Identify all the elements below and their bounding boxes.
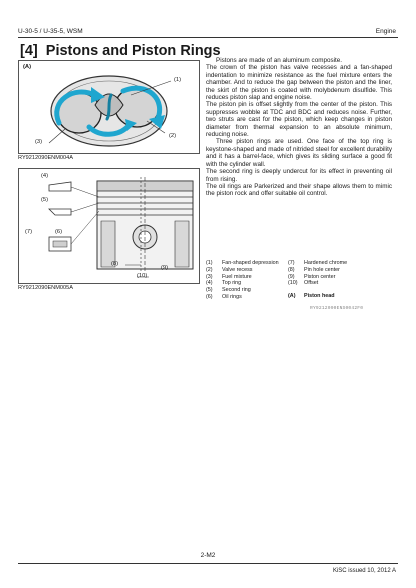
issue-note: KiSC issued 10, 2012 A xyxy=(332,568,396,574)
paragraph-2: The crown of the piston has valve recesses and a fan-shaped indentation to minimize resistance as the fuel mixture enters the chamber. And to reduce the gap between the piston and the liner, the skirt of the piston is coated with molybdenum disulfide. This reduces piston slap and engine noise. xyxy=(206,64,392,102)
legend-item: (6) Oil rings xyxy=(206,293,242,300)
legend-item: (10) Offset xyxy=(288,280,319,287)
callout-9: (9) xyxy=(161,265,169,271)
figure-piston-head xyxy=(18,60,200,154)
legend-item: (5) Second ring xyxy=(206,287,251,294)
figure-piston-section xyxy=(18,168,200,284)
legend-item: (2) Valve recess xyxy=(206,266,253,273)
figure-a-tag: (A) xyxy=(23,64,32,70)
legend-item: (9) Piston center xyxy=(288,273,336,280)
legend-item: (4) Top ring xyxy=(206,280,242,287)
callout-4: (4) xyxy=(41,173,49,179)
legend-right xyxy=(288,260,347,300)
paragraph-4: Three piston rings are used. One face of the top ring is keystone-shaped and made of nitrided steel for excellent durability and it has a barrel-face, which gives its sliding surface a good fit with the cylinder wall. xyxy=(206,138,392,168)
piston-crown-illustration xyxy=(19,61,199,153)
footer-rule xyxy=(18,563,398,564)
legend-left xyxy=(206,260,279,301)
legend-item: (1) Fan-shaped depression xyxy=(206,260,279,266)
header-model: U-30-5 / U-35-5, WSM xyxy=(18,28,83,35)
paragraph-3: The piston pin is offset slightly from the center of the piston. This suppresses wobble at TDC and BDC and reduces noise. Further, two struts are cast for the piston, which keep changes in piston diameter from thermal expansion to an absolute minimum, reducing noise. xyxy=(206,101,392,139)
description-text xyxy=(206,57,392,198)
callout-10: (10) xyxy=(137,273,148,279)
legend-item: (7) Hardened chrome xyxy=(288,260,348,266)
header-section: Engine xyxy=(375,28,396,35)
callout-7: (7) xyxy=(25,229,33,235)
header-rule xyxy=(18,37,398,38)
figure-b-caption: RY9212090ENM005A xyxy=(18,285,73,291)
callout-6: (6) xyxy=(55,229,63,235)
paragraph-6: The oil rings are Parkerized and their shape allows them to mimic the piston rock and offer suitable oil control. xyxy=(206,182,392,198)
page-title: [4] Pistons and Piston Rings xyxy=(20,43,221,59)
page-number: 2-M2 xyxy=(200,552,216,559)
top-ring-profile xyxy=(49,182,71,191)
legend-item: (3) Fuel mixture xyxy=(206,273,252,280)
figure-a-caption: RY9212090ENM004A xyxy=(18,155,73,161)
paragraph-1: Pistons are made of an aluminum composite. xyxy=(216,57,342,64)
callout-2: (2) xyxy=(169,133,177,139)
callout-3: (3) xyxy=(35,139,43,145)
legend-note: (A) Piston head xyxy=(288,293,335,300)
callout-8: (8) xyxy=(111,261,119,267)
document-code: RY9212090ENS0042F0 xyxy=(310,306,364,311)
second-ring-profile xyxy=(49,209,71,215)
piston-section-illustration xyxy=(19,169,199,283)
callout-1: (1) xyxy=(174,77,182,83)
callout-5: (5) xyxy=(41,197,49,203)
paragraph-5: The second ring is deeply undercut for its effect in preventing oil from rising. xyxy=(206,168,392,183)
legend-item: (8) Pin hole center xyxy=(288,266,340,273)
